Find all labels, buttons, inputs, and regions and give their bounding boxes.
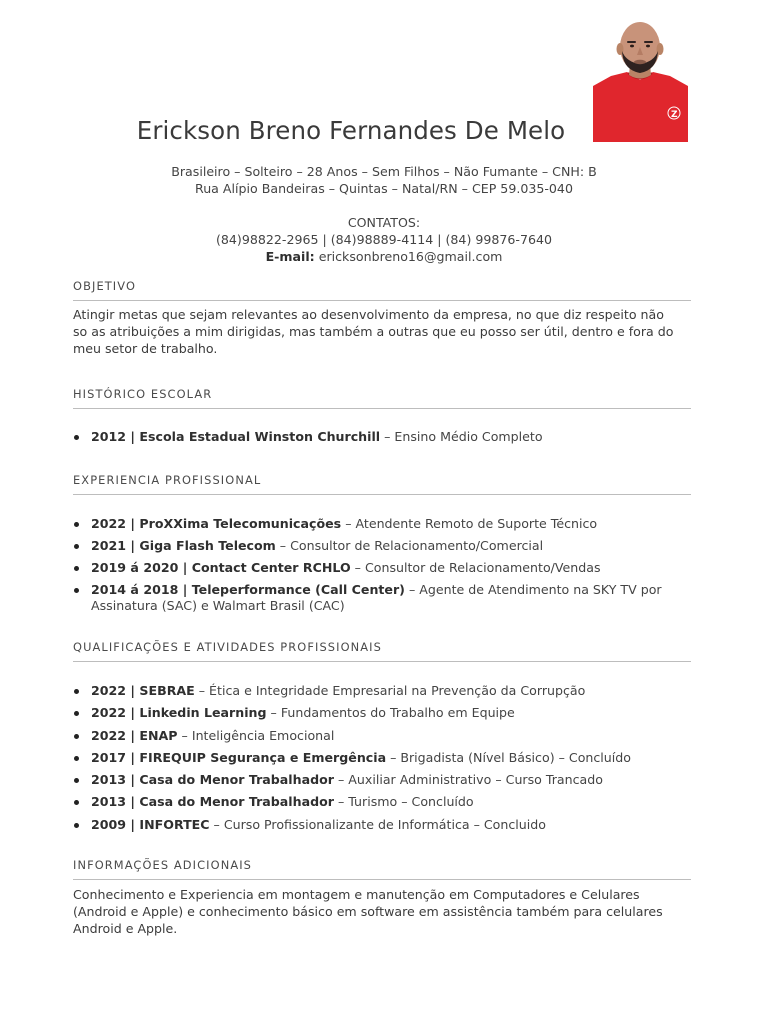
contacts-heading: CONTATOS: — [347, 215, 421, 230]
experience-item — [73, 516, 693, 532]
qualification-item-detail: – Curso Profissionalizante de Informática – Concluido — [209, 816, 546, 832]
section-title-informacoes-adicionais: INFORMAÇÕES ADICIONAIS — [73, 858, 691, 880]
qualification-item — [73, 750, 693, 766]
qualification-item — [73, 794, 693, 810]
contacts-block — [0, 214, 768, 265]
qualification-item — [73, 728, 693, 744]
candidate-name: Erickson Breno Fernandes De Melo — [136, 116, 566, 145]
objective-paragraph — [73, 306, 697, 358]
personal-info-line: Brasileiro – Solteiro – 28 Anos – Sem Filhos – Não Fumante – CNH: B — [171, 164, 597, 179]
email-line — [0, 248, 768, 265]
shirt-logo-mark: Z — [671, 110, 678, 120]
education-item — [73, 429, 693, 445]
qualification-item-detail: – Inteligência Emocional — [177, 727, 335, 743]
experience-item-detail: – Consultor de Relacionamento/Comercial — [275, 538, 544, 553]
experience-list — [73, 516, 693, 614]
section-title-historico-escolar: HISTÓRICO ESCOLAR — [73, 387, 691, 409]
additional-info-line: (Android e Apple) e conhecimento básico em software em assistência também para celulares — [73, 904, 663, 920]
qualification-item-title: 2009 | INFORTEC — [91, 816, 210, 832]
qualifications-list — [73, 683, 693, 833]
additional-info-line: Conhecimento e Experiencia em montagem e manutenção em Computadores e Celulares — [73, 887, 640, 902]
qualification-item-title: 2017 | FIREQUIP Segurança e Emergência — [91, 749, 387, 765]
qualification-item-title: 2013 | Casa do Menor Trabalhador — [91, 772, 334, 788]
education-list — [73, 429, 693, 445]
education-item-detail: – Ensino Médio Completo — [380, 429, 543, 444]
email-label: E-mail: — [265, 249, 315, 264]
email-value: ericksonbreno16@gmail.com — [318, 249, 503, 264]
qualification-item-title: 2022 | Linkedin Learning — [91, 705, 267, 721]
qualification-item-detail: – Turismo – Concluído — [333, 794, 474, 810]
qualification-item-title: 2022 | ENAP — [91, 727, 178, 743]
qualification-item — [73, 772, 693, 788]
experience-item — [73, 538, 693, 554]
experience-item-title: 2019 á 2020 | Contact Center RCHLO — [91, 560, 351, 575]
objective-line: Atingir metas que sejam relevantes ao desenvolvimento da empresa, no que diz respeito não — [73, 307, 664, 322]
qualification-item-detail: – Brigadista (Nível Básico) – Concluído — [386, 749, 631, 765]
experience-item-title: 2021 | Giga Flash Telecom — [91, 538, 276, 553]
phone-numbers: (84)98822-2965 | (84)98889-4114 | (84) 99876-7640 — [215, 232, 553, 247]
objective-line: meu setor de trabalho. — [73, 341, 218, 357]
qualification-item — [73, 705, 693, 721]
experience-item-detail: – Agente de Atendimento na SKY TV por Assinatura (SAC) e Walmart Brasil (CAC) — [91, 582, 662, 613]
section-title-experiencia-profissional: EXPERIENCIA PROFISSIONAL — [73, 473, 691, 495]
personal-info — [0, 163, 768, 197]
experience-item-title: 2014 á 2018 | Teleperformance (Call Center) — [91, 582, 405, 597]
experience-item-detail: – Atendente Remoto de Suporte Técnico — [341, 516, 598, 531]
qualification-item-detail: – Ética e Integridade Empresarial na Prevenção da Corrupção — [194, 683, 586, 698]
section-title-objetivo: OBJETIVO — [73, 279, 691, 301]
additional-info-paragraph — [73, 886, 697, 938]
qualification-item — [73, 817, 693, 833]
address-line: Rua Alípio Bandeiras – Quintas – Natal/RN – CEP 59.035-040 — [195, 181, 573, 196]
experience-item-detail: – Consultor de Relacionamento/Vendas — [350, 560, 601, 575]
additional-info-line: Android e Apple. — [73, 921, 178, 937]
education-item-title: 2012 | Escola Estadual Winston Churchill — [91, 429, 381, 444]
objective-line: so as atribuições a mim dirigidas, mas também a outras que eu posso ser útil, dentro e fora do — [73, 324, 674, 340]
qualification-item-detail: – Fundamentos do Trabalho em Equipe — [266, 705, 515, 721]
experience-item — [73, 582, 693, 614]
qualification-item-detail: – Auxiliar Administrativo – Curso Trancado — [333, 772, 603, 788]
experience-item-title: 2022 | ProXXima Telecomunicações — [91, 516, 342, 531]
qualification-item-title: 2013 | Casa do Menor Trabalhador — [91, 794, 334, 810]
qualification-item — [73, 683, 693, 699]
section-title-qualificacoes: QUALIFICAÇÕES E ATIVIDADES PROFISSIONAIS — [73, 640, 691, 662]
qualification-item-title: 2022 | SEBRAE — [91, 683, 195, 698]
experience-item — [73, 560, 693, 576]
